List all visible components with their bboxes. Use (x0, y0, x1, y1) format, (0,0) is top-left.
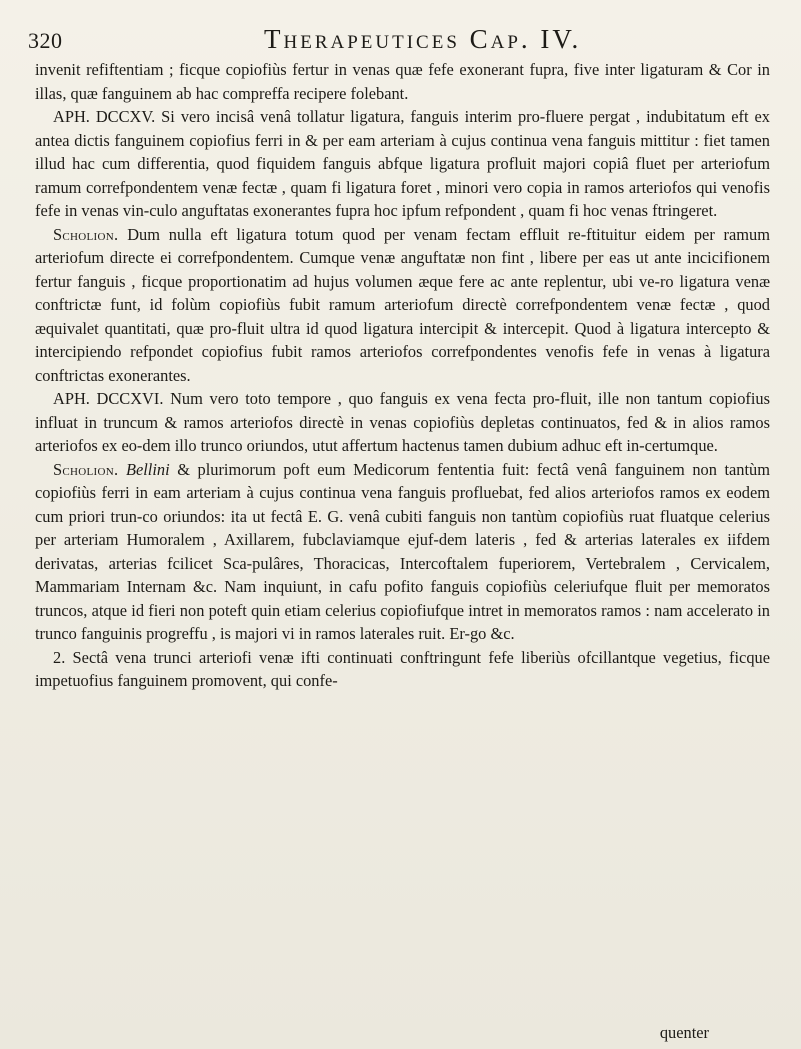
aphorism-716 (35, 387, 770, 458)
author-name: Bellini (125, 459, 170, 479)
paragraph-1: invenit refiftentiam ; ficque copiofiùs fertur in venas quæ fefe exonerant fupra, five inter ligaturam & Cor in illas, quæ fanguinem ab hac compreffa recipere folebant. (35, 60, 770, 103)
running-head (24, 18, 777, 52)
aphorism-text: Num vero toto tempore , quo fanguis ex vena fecta pro-fluit, ille non tantum copiofius influat in truncum & ramos arteriofos directè in venas copiofiùs depletas continuatos, fed & in alios ramos arteriofos ex eo-dem illo trunco oriundos, utut affertum hactenus tamen dubium adhuc eft in-certumque. (35, 389, 770, 455)
running-title: Therapeutices Cap. IV. (264, 24, 582, 54)
page-number: 320 (28, 28, 63, 53)
catchword: quenter (659, 1023, 709, 1042)
scholion-1 (35, 223, 770, 388)
scholion-text: Dum nulla eft ligatura totum quod per venam fectam effluit re-ftituitur eidem per ramum arteriofum directe ei correfpondentem. Cumque venæ anguftatæ non fint , libere per eas ut ante incicifionem fertur fanguis , ficque proportionatim ad hujus volumen æque fere ac ante replentur, ubi ve-ro ligatura venæ conftrictæ funt, id folùm copiofiùs fubit ramum arteriofum directè correfpondentem venæ fectæ , quod æquivalet quantitati, quæ pro-fluit ultra id quod ligatura intercipit & intercepit. Quod à ligatura intercepto & intercipiendo refpondet copiofius fubit ramos arteriofos correfpondentes venofis fefe in venas à ligatura conftrictas exonerantes. (35, 224, 770, 385)
scholion-text: & plurimorum poft eum Medicorum fententia fuit: fectâ venâ fanguinem non tantùm copiofiùs ferri in eam arteriam à cujus continua vena fanguis profluebat, fed alios arteriofos ramos ex eodem cum priori trun-co oriundos: ita ut fectâ E. G. venâ cubiti fanguis non tantùm copiofiùs ruat fluatque celerius per arteriam Humoralem , Axillarem, fubclaviamque ejuf-dem lateris , fed & arterias laterales ex iifdem derivatas, arterias fcilicet Sca-pulâres, Thoracicas, Intercoftalem fuperiorem, Vertebralem , Cervicalem, Mammariam Internam &c. Nam inquiunt, in cafu pofito fanguis copiofiùs celeriufque fluit per memoratos truncos, atque id fieri non poteft quin etiam celerius copiofiufque intret in memoratos ramos : nam accelerato in trunco fanguinis progreffu , is majori vi in ramos laterales ruit. Er-go &c. (35, 459, 770, 643)
scholion-2 (35, 458, 770, 646)
scholion-label: Scholion. (53, 459, 119, 479)
aphorism-label: APH. DCCXVI. (53, 389, 164, 408)
body-text (35, 58, 770, 693)
aphorism-label: APH. DCCXV. (53, 107, 156, 126)
aphorism-715 (35, 105, 770, 223)
aphorism-text: Si vero incisâ venâ tollatur ligatura, fanguis interim pro-fluere pergat , indubitatum eft ex antea dictis fanguinem copiofius ferri in & per eam arteriam à cujus continua vena fanguis mittitur : fiet tamen illud hac cum differentia, quod fiquidem fanguis abfque ligatura profluit majori copiâ fluet per arteriofum ramum correfpondentem venæ fectæ , quam fi ligatura foret , minori vero copia in ramos arteriofos qui venofis fefe in venas vin-culo anguftatas exonerantes fupra hoc ipfum refpondent , quam fi hoc venas ftringeret. (35, 107, 771, 220)
scholion-label: Scholion. (53, 224, 119, 244)
numbered-paragraph-2: 2. Sectâ vena trunci arteriofi venæ ifti continuati conftringunt fefe liberiùs ofcillantque vegetius, ficque impetuofius fanguinem promovent, qui confe- (35, 647, 770, 690)
